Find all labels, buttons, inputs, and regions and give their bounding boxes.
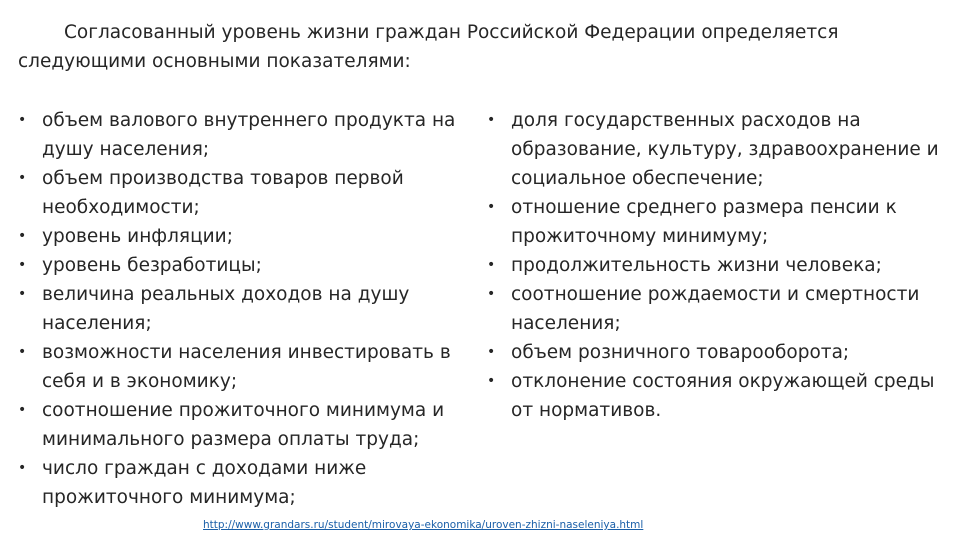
bullet-icon: • [487, 199, 496, 215]
bullet-icon: • [487, 257, 496, 273]
list-item [18, 164, 480, 222]
indicator-list-left [18, 106, 480, 512]
list-item [487, 367, 947, 425]
bullet-icon: • [18, 170, 27, 186]
bullet-icon: • [487, 112, 496, 128]
bullet-icon: • [487, 344, 496, 360]
list-item-text: соотношение рождаемости и смертности населения; [511, 284, 920, 334]
list-item-text: объем розничного товарооборота; [511, 342, 850, 363]
list-item-text: уровень безработицы; [42, 255, 262, 276]
list-item-text: число граждан с доходами ниже прожиточного минимума; [42, 458, 367, 508]
bullet-icon: • [18, 228, 27, 244]
bullet-icon: • [18, 344, 27, 360]
slide-title: Согласованный уровень жизни граждан Российской Федерации определяется следующими основными показателями: [18, 22, 839, 72]
bullet-icon: • [18, 402, 27, 418]
list-item [487, 251, 947, 280]
list-item [487, 280, 947, 338]
list-item-text: доля государственных расходов на образование, культуру, здравоохранение и социальное обеспечение; [511, 110, 939, 189]
list-item-text: отношение среднего размера пенсии к прожиточному минимуму; [511, 197, 897, 247]
list-item [18, 338, 480, 396]
list-item-text: возможности населения инвестировать в себя и в экономику; [42, 342, 451, 392]
list-item-text: объем валового внутреннего продукта на душу населения; [42, 110, 456, 160]
list-item [18, 251, 480, 280]
bullet-icon: • [487, 286, 496, 302]
list-item [18, 396, 480, 454]
list-item [487, 193, 947, 251]
list-item [18, 106, 480, 164]
list-item-text: объем производства товаров первой необходимости; [42, 168, 404, 218]
source-link[interactable]: http://www.grandars.ru/student/mirovaya-ekonomika/uroven-zhizni-naseleniya.html [203, 519, 644, 531]
bullet-icon: • [18, 112, 27, 128]
bullet-icon: • [487, 373, 496, 389]
list-item-text: величина реальных доходов на душу населения; [42, 284, 410, 334]
list-item-text: уровень инфляции; [42, 226, 233, 247]
list-item-text: соотношение прожиточного минимума и минимального размера оплаты труда; [42, 400, 445, 450]
list-item-text: отклонение состояния окружающей среды от нормативов. [511, 371, 935, 421]
list-item [18, 280, 480, 338]
list-item [18, 222, 480, 251]
bullet-icon: • [18, 460, 27, 476]
list-item [18, 454, 480, 512]
list-item [487, 106, 947, 193]
list-item-text: продолжительность жизни человека; [511, 255, 882, 276]
bullet-icon: • [18, 286, 27, 302]
indicator-list-right [487, 106, 947, 425]
list-item [487, 338, 947, 367]
bullet-icon: • [18, 257, 27, 273]
